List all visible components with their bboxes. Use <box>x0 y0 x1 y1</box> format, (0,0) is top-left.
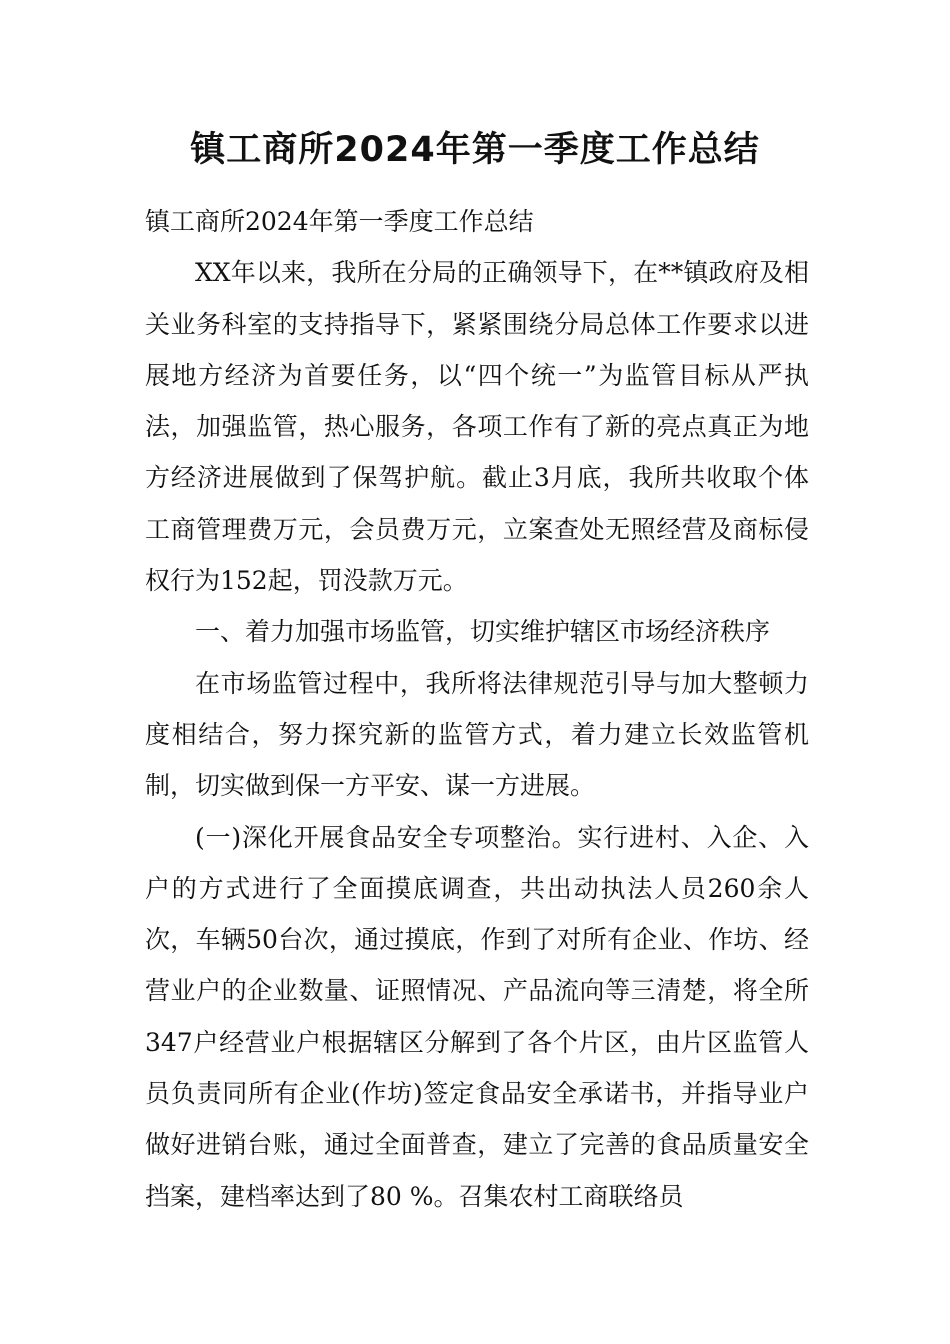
document-body <box>145 196 809 1222</box>
item-paragraph: (一)深化开展食品安全专项整治。实行进村、入企、入户的方式进行了全面摸底调查，共出动执法人员260余人次，车辆50台次，通过摸底，作到了对所有企业、作坊、经营业户的企业数量、证照情况、产品流向等三清楚，将全所347户经营业户根据辖区分解到了各个片区，由片区监管人员负责同所有企业(作坊)签定食品安全承诺书，并指导业户做好进销台账，通过全面普查，建立了完善的食品质量安全挡案，建档率达到了80 %。召集农村工商联络员 <box>145 822 809 1211</box>
section-paragraph: 在市场监管过程中，我所将法律规范引导与加大整顿力度相结合，努力探究新的监管方式，着力建立长效监管机制，切实做到保一方平安、谋一方进展。 <box>145 668 809 801</box>
document-title: 镇工商所2024年第一季度工作总结 <box>190 130 760 170</box>
intro-paragraph: XX年以来，我所在分局的正确领导下，在**镇政府及相关业务科室的支持指导下，紧紧围绕分局总体工作要求以进展地方经济为首要任务，以“四个统一”为监管目标从严执法，加强监管，热心服务，各项工作有了新的亮点真正为地方经济进展做到了保驾护航。截止3月底，我所共收取个体工商管理费万元，会员费万元，立案查处无照经营及商标侵权行为152起，罚没款万元。 <box>145 258 809 596</box>
subtitle-paragraph: 镇工商所2024年第一季度工作总结 <box>145 207 534 236</box>
section-heading: 一、着力加强市场监管，切实维护辖区市场经济秩序 <box>195 617 771 647</box>
